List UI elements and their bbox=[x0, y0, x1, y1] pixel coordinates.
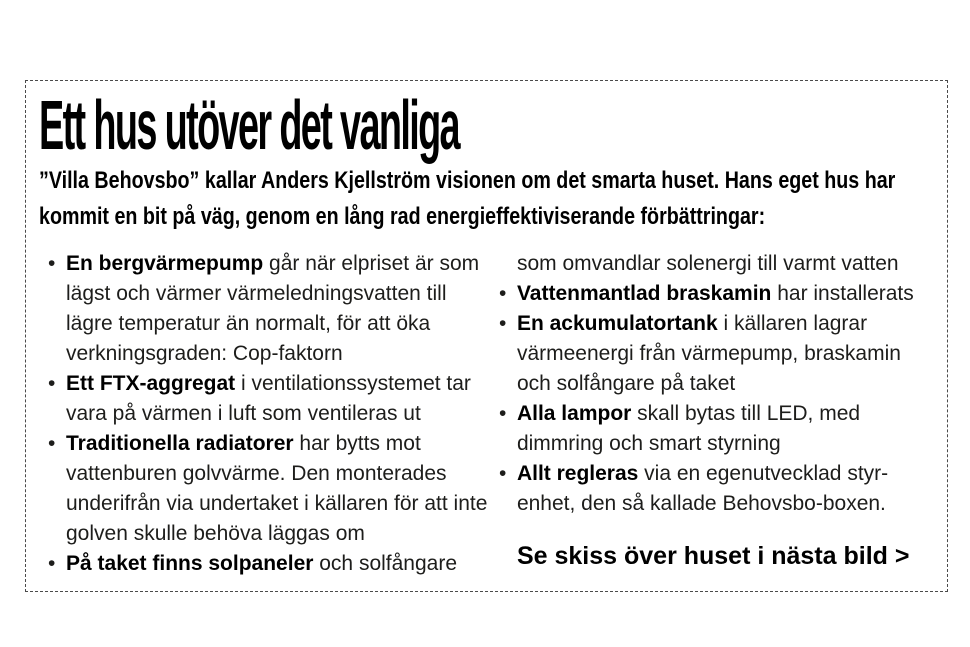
list-item bbox=[498, 399, 935, 459]
bulleted-list-left bbox=[47, 249, 498, 579]
headline: Ett hus utöver det vanliga bbox=[39, 86, 459, 164]
list-item bbox=[47, 249, 498, 369]
columns bbox=[39, 249, 935, 579]
item-lead: En ackumulatortank bbox=[516, 312, 718, 335]
item-text: som omvandlar solenergi till varmt vatten bbox=[516, 252, 899, 275]
list-item bbox=[47, 429, 498, 549]
list-item bbox=[47, 369, 498, 429]
item-text: skall bytas till LED, med dimmring och smart styrning bbox=[516, 402, 861, 455]
chevron-right-icon: > bbox=[894, 542, 910, 570]
intro-wrap bbox=[39, 163, 941, 235]
item-text: i ventilationssystemet tar vara på värmen i luft som ventileras ut bbox=[66, 372, 471, 425]
column-left bbox=[47, 249, 498, 579]
bulleted-list-right bbox=[498, 249, 935, 519]
item-text: går när elpriset är som lägst och värmer värmeledningsvatten till lägre temperatur än normalt, för att öka verkningsgraden: Cop-faktorn bbox=[66, 252, 480, 365]
item-lead: Alla lampor bbox=[516, 402, 632, 425]
intro-paragraph: ”Villa Behovsbo” kallar Anders Kjellström visionen om det smarta huset. Hans eget hus har kommit en bit på väg, genom en lång rad energieffektiviserande förbättringar: bbox=[39, 167, 896, 230]
item-lead: Vattenmantlad braskamin bbox=[516, 282, 772, 305]
cta-label: Se skiss över huset i nästa bild bbox=[516, 542, 888, 570]
column-right bbox=[498, 249, 935, 579]
item-lead: Traditionella radiatorer bbox=[66, 432, 294, 455]
list-item bbox=[498, 279, 935, 309]
item-text: har bytts mot vattenburen golvvärme. Den monterades underifrån via undertaket i källaren för att inte golven skulle behöva läggas om bbox=[66, 432, 488, 545]
list-item bbox=[498, 309, 935, 399]
item-lead: En bergvärmepump bbox=[66, 252, 264, 275]
fact-box bbox=[25, 80, 948, 592]
item-text: via en egenutvecklad styr-enhet, den så kallade Behovsbo-boxen. bbox=[516, 462, 889, 515]
list-item bbox=[498, 459, 935, 519]
item-text: i källaren lagrar värmeenergi från värmepump, braskamin och solfångare på taket bbox=[516, 312, 901, 395]
list-item bbox=[47, 549, 498, 579]
item-lead: Allt regleras bbox=[516, 462, 639, 485]
cta-line bbox=[517, 541, 935, 571]
list-item bbox=[498, 249, 935, 279]
item-text: och solfångare bbox=[313, 552, 458, 575]
item-lead: Ett FTX-aggregat bbox=[66, 372, 236, 395]
item-text: har installerats bbox=[771, 282, 914, 305]
item-lead: På taket finns solpaneler bbox=[66, 552, 314, 575]
